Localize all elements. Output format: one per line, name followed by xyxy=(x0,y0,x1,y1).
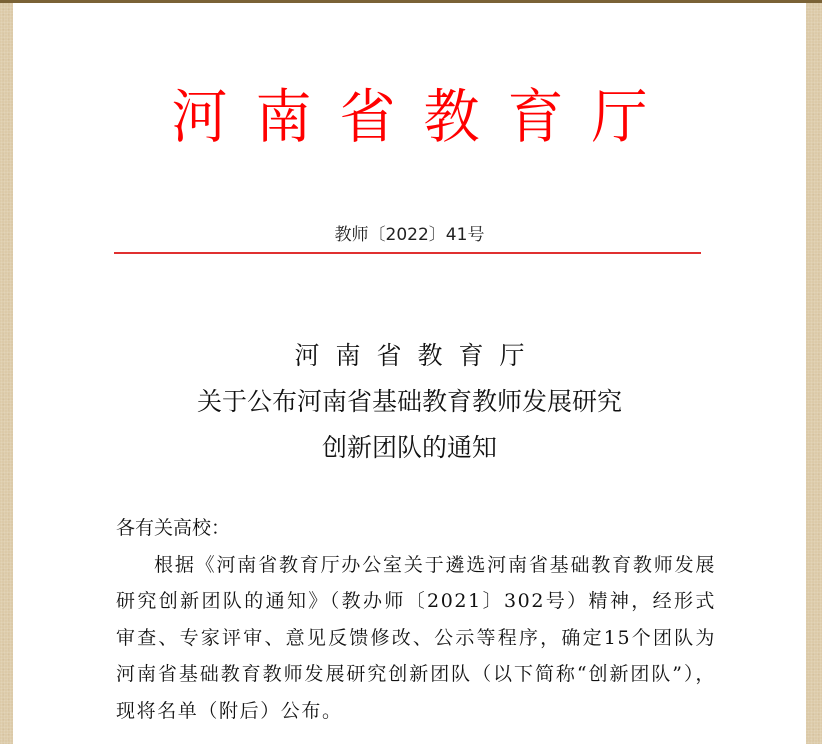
issuer-red-header: 河南省教育厅 xyxy=(171,83,676,152)
red-divider-line xyxy=(114,252,701,254)
document-title xyxy=(13,333,806,471)
salutation: 各有关高校： xyxy=(116,517,231,539)
document-body xyxy=(116,510,716,729)
title-line-subject: 关于公布河南省基础教育教师发展研究 xyxy=(196,387,622,416)
document-page xyxy=(13,3,806,744)
document-number: 教师〔2022〕41号 xyxy=(334,225,485,245)
title-line-issuer: 河南省教育厅 xyxy=(294,341,541,370)
title-line-notice: 创新团队的通知 xyxy=(321,433,497,462)
body-paragraph: 根据《河南省教育厅办公室关于遴选河南省基础教育教师发展研究创新团队的通知》（教办师〔2021〕302号）精神，经形式审查、专家评审、意见反馈修改、公示等程序，确定15个团队为河南省基础教育教师发展研究创新团队（以下简称“创新团队”），现将名单（附后）公布。 xyxy=(116,553,716,722)
